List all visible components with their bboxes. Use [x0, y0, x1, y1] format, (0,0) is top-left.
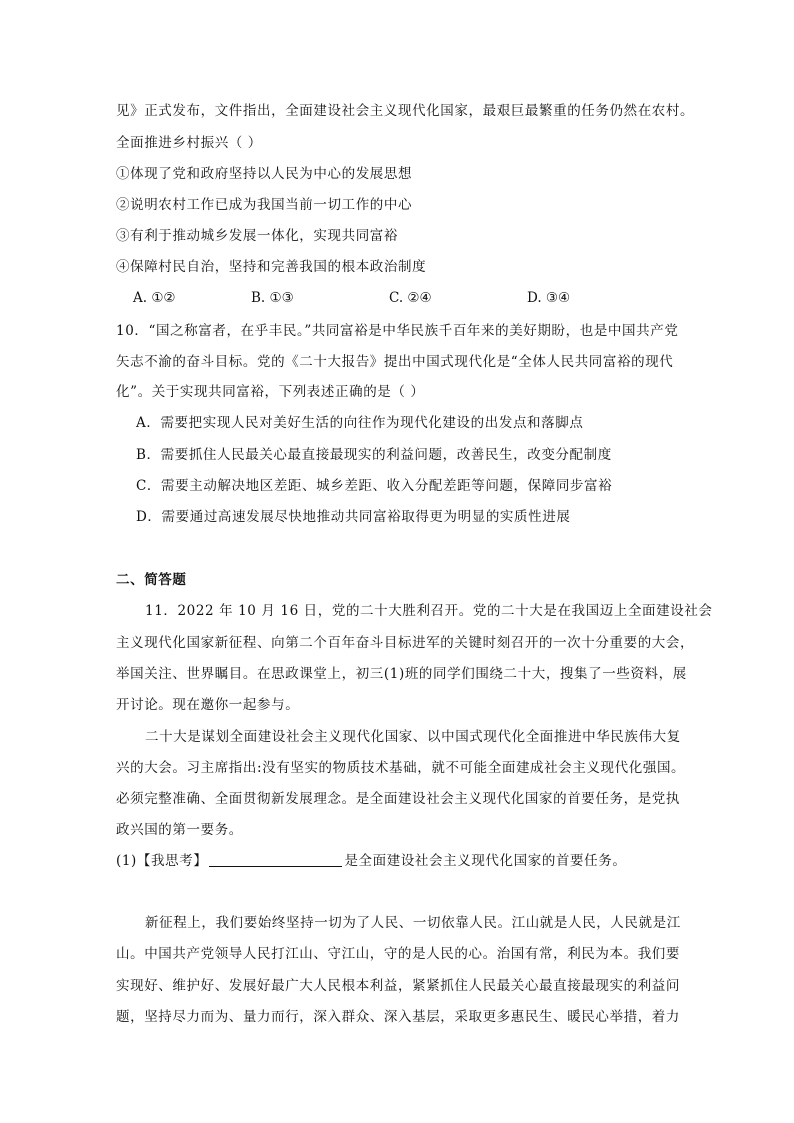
- q10-option-d: D．需要通过高速发展尽快地推动共同富裕取得更为明显的实质性进展: [136, 509, 571, 525]
- q11-para3-line-1: 新征程上，我们要始终坚持一切为了人民、一切依靠人民。江山就是人民，人民就是江: [145, 915, 681, 931]
- q9-text-line-1: 见》正式发布，文件指出，全面建设社会主义现代化国家，最艰巨最繁重的任务仍然在农村。: [116, 103, 695, 119]
- q11-para3-line-4: 题，坚持尽力而为、量力而行，深入群众、深入基层，采取更多惠民生、暖民心举措，着力: [116, 1009, 680, 1025]
- q11-para3-line-2: 山。中国共产党领导人民打江山、守江山，守的是人民的心。治国有常，利民为本。我们要: [116, 946, 680, 962]
- q11-para1-line-1: 11．2022 年 10 月 16 日，党的二十大胜利召开。党的二十大是在我国迈上全面建设社会: [145, 603, 713, 619]
- q10-text-line-2: 矢志不渝的奋斗目标。党的《二十大报告》提出中国式现代化是“全体人民共同富裕的现代: [116, 354, 674, 370]
- q10-text-line-3: 化”。关于实现共同富裕，下列表述正确的是（ ）: [116, 384, 425, 400]
- q9-statement-1: ①体现了党和政府坚持以人民为中心的发展思想: [116, 166, 413, 182]
- subquestion-suffix: 是全面建设社会主义现代化国家的首要任务。: [344, 853, 627, 869]
- q9-statement-2: ②说明农村工作已成为我国当前一切工作的中心: [116, 197, 413, 213]
- q11-para1-line-3: 举国关注、世界瞩目。在思政课堂上，初三(1)班的同学们围绕二十大，搜集了一些资料，展: [116, 666, 687, 682]
- subquestion-prefix: (1)【我思考】: [116, 853, 208, 869]
- q10-text-line-1: 10．“国之称富者，在乎丰民。”共同富裕是中华民族千百年来的美好期盼，也是中国共产党: [116, 323, 679, 339]
- q10-option-a: A．需要把实现人民对美好生活的向往作为现代化建设的出发点和落脚点: [136, 415, 584, 431]
- q9-option-d: D. ③④: [527, 290, 571, 306]
- q11-para2-line-4: 政兴国的第一要务。: [116, 822, 243, 838]
- q9-options: [133, 288, 653, 308]
- q11-para2-line-3: 必须完整准确、全面贯彻新发展理念。是全面建设社会主义现代化国家的首要任务，是党执: [116, 791, 680, 807]
- answer-blank[interactable]: [209, 852, 342, 867]
- section-heading: 二、简答题: [116, 572, 187, 588]
- q9-statement-4: ④保障村民自治，坚持和完善我国的根本政治制度: [116, 259, 427, 275]
- q11-para1-line-2: 主义现代化国家新征程、向第二个百年奋斗目标进军的关键时刻召开的一次十分重要的大会，: [116, 635, 695, 651]
- q11-subquestion-1: [116, 851, 626, 871]
- q11-para3-line-3: 实现好、维护好、发展好最广大人民根本利益，紧紧抓住人民最关心最直接最现实的利益问: [116, 978, 680, 994]
- q11-para1-line-4: 开讨论。现在邀你一起参与。: [116, 697, 300, 713]
- q11-para2-line-1: 二十大是谋划全面建设社会主义现代化国家、以中国式现代化全面推进中华民族伟大复: [145, 729, 681, 745]
- q11-para2-line-2: 兴的大会。习主席指出:没有坚实的物质技术基础，就不可能全面建成社会主义现代化强国。: [116, 760, 686, 776]
- q9-option-a: A. ①②: [133, 290, 176, 306]
- q9-statement-3: ③有利于推动城乡发展一体化，实现共同富裕: [116, 228, 398, 244]
- q9-text-line-2: 全面推进乡村振兴（ ）: [116, 135, 262, 151]
- q9-option-b: B. ①③: [251, 290, 294, 306]
- q10-option-b: B．需要抓住人民最关心最直接最现实的利益问题，改善民生，改变分配制度: [136, 447, 612, 463]
- q10-option-c: C．需要主动解决地区差距、城乡差距、收入分配差距等问题，保障同步富裕: [136, 478, 613, 494]
- q9-option-c: C. ②④: [389, 290, 432, 306]
